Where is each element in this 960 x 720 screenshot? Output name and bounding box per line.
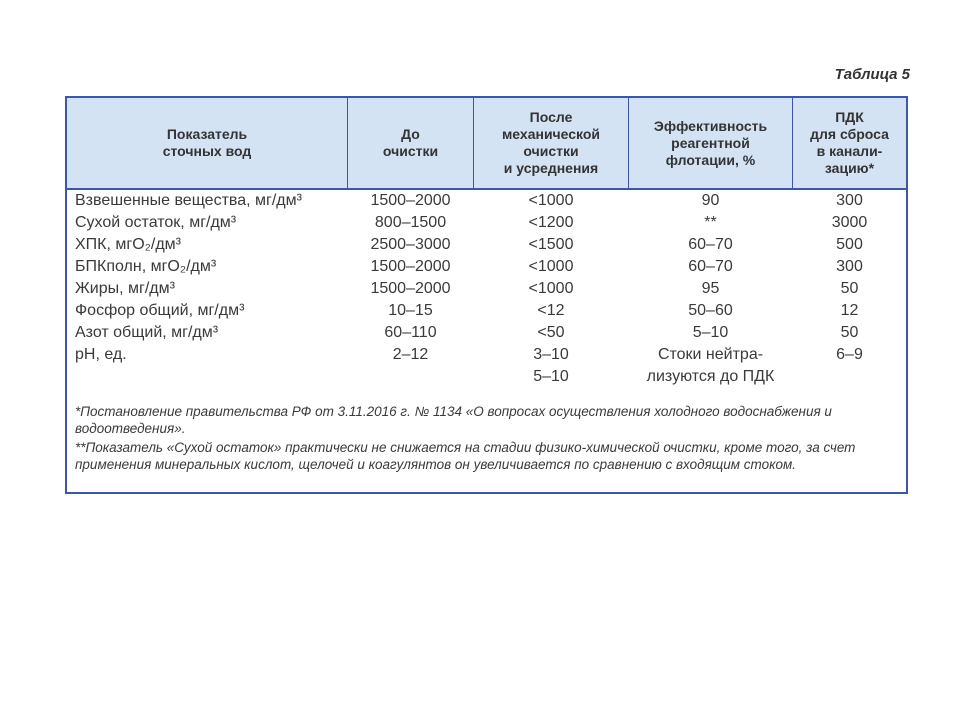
row-label: ХПК, мгО₂/дм³ [75, 236, 181, 253]
cell-before: 60–110 [384, 324, 437, 341]
table-caption: Таблица 5 [834, 66, 910, 83]
table-row [67, 190, 906, 212]
cell-efficiency: 60–70 [688, 236, 733, 253]
header-before: До очистки [382, 126, 439, 159]
cell-efficiency: Стоки нейтра- лизуются до ПДК [646, 346, 775, 385]
cell-after-mechanical: <12 [537, 302, 565, 319]
cell-pdk: 50 [840, 324, 859, 341]
cell-pdk: 3000 [831, 214, 868, 231]
table-footnotes [75, 403, 896, 475]
cell-before: 2–12 [392, 346, 429, 363]
header-efficiency: Эффективность реагентной флотации, % [653, 117, 768, 168]
cell-after-mechanical: <1000 [528, 280, 574, 297]
row-label: Жиры, мг/дм³ [75, 280, 175, 297]
header-pdk: ПДК для сброса в канали- зацию* [810, 109, 889, 176]
cell-efficiency: 60–70 [688, 258, 733, 275]
cell-efficiency: 90 [701, 192, 720, 209]
table-row [67, 300, 906, 322]
data-table [65, 96, 908, 494]
cell-after-mechanical: <50 [537, 324, 565, 341]
cell-before: 1500–2000 [370, 192, 451, 209]
row-label: Фосфор общий, мг/дм³ [75, 302, 245, 319]
table-row [67, 212, 906, 234]
table-row [67, 344, 906, 388]
cell-pdk: 300 [836, 192, 863, 209]
cell-before: 800–1500 [374, 214, 447, 231]
row-label: БПКполн, мгО₂/дм³ [75, 258, 217, 275]
cell-efficiency: 50–60 [688, 302, 733, 319]
row-label: рН, ед. [75, 346, 127, 363]
cell-efficiency: ** [704, 214, 717, 231]
cell-after-mechanical: 3–10 5–10 [533, 346, 569, 385]
cell-before: 1500–2000 [370, 258, 451, 275]
cell-pdk: 300 [836, 258, 863, 275]
row-label: Сухой остаток, мг/дм³ [75, 214, 237, 231]
cell-after-mechanical: <1500 [528, 236, 574, 253]
header-indicator: Показатель сточных вод [162, 126, 252, 159]
cell-after-mechanical: <1000 [528, 192, 574, 209]
footnote-2: **Показатель «Сухой остаток» практически не снижается на стадии физико-химической очистки, кроме того, за счет применения минеральных кислот, щелочей и коагулянтов он увеличивается по сравнению с входящим стоком. [75, 440, 856, 472]
cell-pdk: 500 [836, 236, 863, 253]
table-row [67, 322, 906, 344]
cell-efficiency: 5–10 [692, 324, 729, 341]
table-row [67, 234, 906, 256]
cell-before: 2500–3000 [370, 236, 451, 253]
row-label: Взвешенные вещества, мг/дм³ [75, 192, 302, 209]
cell-after-mechanical: <1200 [528, 214, 574, 231]
cell-efficiency: 95 [701, 280, 720, 297]
table-header-row [67, 98, 906, 190]
table-row [67, 256, 906, 278]
header-after-mechanical: После механической очистки и усреднения [501, 109, 601, 176]
cell-before: 10–15 [388, 302, 433, 319]
footnote-1: *Постановление правительства РФ от 3.11.2016 г. № 1134 «О вопросах осуществления холодного водоснабжения и водоотведения». [75, 404, 832, 436]
cell-pdk: 6–9 [836, 346, 863, 363]
cell-pdk: 12 [840, 302, 859, 319]
table-row [67, 278, 906, 300]
cell-after-mechanical: <1000 [528, 258, 574, 275]
cell-pdk: 50 [840, 280, 859, 297]
row-label: Азот общий, мг/дм³ [75, 324, 219, 341]
cell-before: 1500–2000 [370, 280, 451, 297]
